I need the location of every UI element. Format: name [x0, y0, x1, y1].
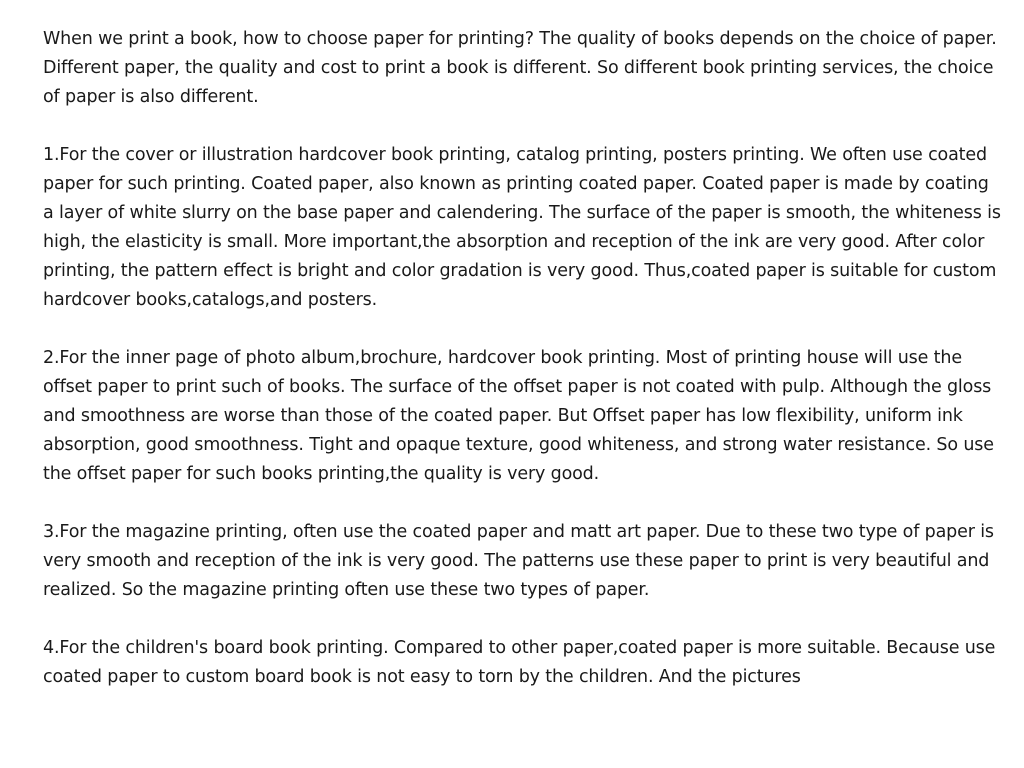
- paragraph-coated-paper: 1.For the cover or illustration hardcover book printing, catalog printing, posters printing. We often use coated paper for such printing. Coated paper, also known as printing coated paper. Coated paper is made by coating a layer of white slurry on the base paper and calendering. The surface of the paper is smooth, the whiteness is high, the elasticity is small. More important,the absorption and reception of the ink are very good. After color printing, the pattern effect is bright and color gradation is very good. Thus,coated paper is suitable for custom hardcover books,catalogs,and posters.: [43, 145, 1001, 310]
- paragraph-offset-paper: 2.For the inner page of photo album,brochure, hardcover book printing. Most of printing house will use the offset paper to print such of books. The surface of the offset paper is not coated with pulp. Although the gloss and smoothness are worse than those of the coated paper. But Offset paper has low flexibility, uniform ink absorption, good smoothness. Tight and opaque texture, good whiteness, and strong water resistance. So use the offset paper for such books printing,the quality is very good.: [43, 348, 994, 484]
- paragraph-board-book-printing: 4.For the children's board book printing. Compared to other paper,coated paper is more suitable. Because use coated paper to custom board book is not easy to torn by the children. And the pictures: [43, 638, 996, 687]
- paragraph-magazine-printing: 3.For the magazine printing, often use the coated paper and matt art paper. Due to these two type of paper is very smooth and reception of the ink is very good. The patterns use these paper to print is very beautiful and realized. So the magazine printing often use these two types of paper.: [43, 522, 994, 600]
- intro-paragraph: When we print a book, how to choose paper for printing? The quality of books depends on the choice of paper. Different paper, the quality and cost to print a book is different. So different book printing services, the choice of paper is also different.: [43, 29, 997, 107]
- article-body: [43, 25, 1003, 721]
